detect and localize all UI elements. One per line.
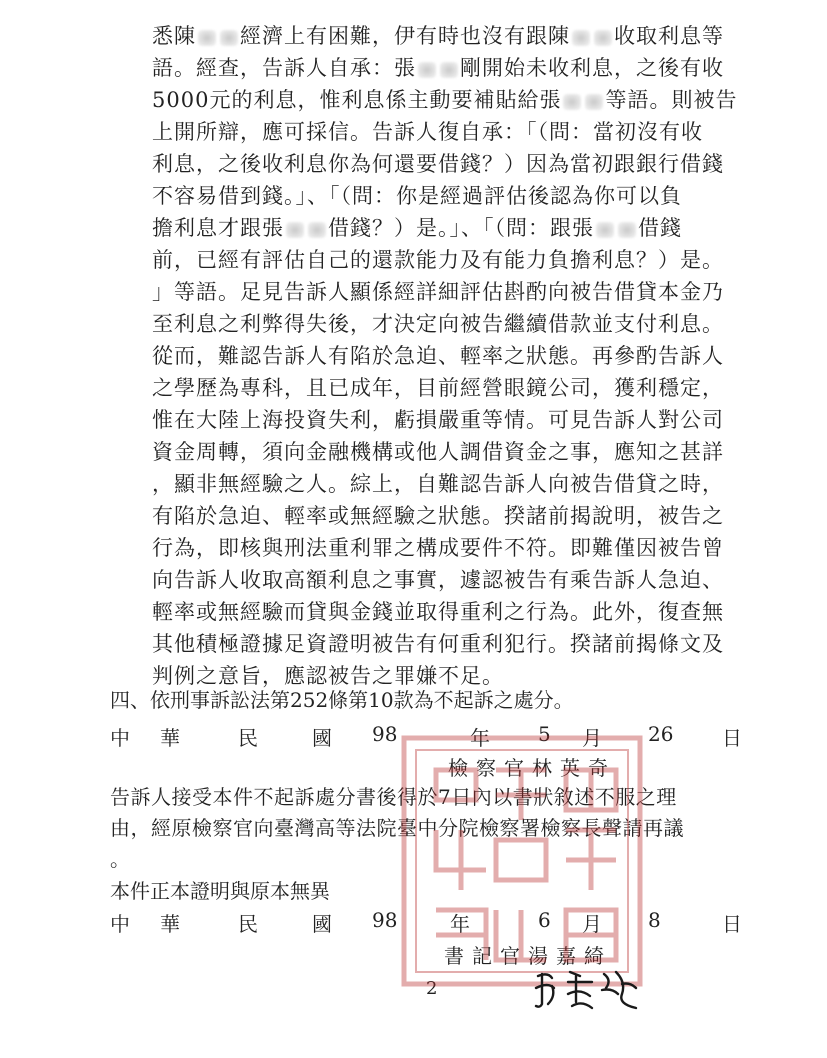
reasoning-paragraph: [152, 20, 752, 692]
text-segment: 不容易借到錢。」、「（問：你是經過評估後認為你可以負: [152, 184, 682, 208]
text-line: [152, 180, 752, 212]
text-line: [152, 244, 752, 276]
text-segment: 行為，即核與刑法重利罪之構成要件不符。即難僅因被告曾: [152, 536, 724, 560]
date-ri: 日: [722, 912, 742, 936]
text-line: [152, 52, 752, 84]
redacted-name: [618, 222, 636, 238]
date-yue: 月: [582, 726, 602, 750]
redacted-name: [585, 94, 603, 110]
date-min: 民: [238, 726, 258, 750]
date-guo: 國: [312, 912, 332, 936]
page-number: 2: [426, 978, 438, 999]
text-line: [152, 212, 752, 244]
text-segment: 從而，難認告訴人有陷於急迫、輕率之狀態。再參酌告訴人: [152, 344, 724, 368]
date-day: 26: [648, 722, 674, 746]
date-zhong: 中: [110, 726, 130, 750]
text-segment: 至利息之利弊得失後，才決定向被告繼續借款並支付利息。: [152, 312, 724, 336]
redacted-name: [563, 94, 581, 110]
redacted-name: [198, 30, 216, 46]
text-segment: 資金周轉，須向金融機構或他人調借資金之事，應知之甚詳: [152, 440, 724, 464]
date-guo: 國: [312, 726, 332, 750]
text-line: [152, 372, 752, 404]
redacted-name: [572, 30, 590, 46]
prosecutor-name: 檢察官林英奇: [448, 756, 616, 780]
text-segment: 其他積極證據足資證明被告有何重利犯行。揆諸前揭條文及: [152, 632, 724, 656]
redacted-name: [594, 30, 612, 46]
notice-line: 。: [110, 847, 131, 871]
text-segment: 借錢？）是。」、「（問：跟張: [328, 216, 594, 240]
text-segment: 經濟上有困難，伊有時也沒有跟陳: [240, 24, 570, 48]
date-nian: 年: [450, 912, 470, 936]
text-segment: 」等語。足見告訴人顯係經詳細評估斟酌向被告借貸本金乃: [152, 280, 724, 304]
text-segment: 之學歷為專科，且已成年，目前經營眼鏡公司，獲利穩定，: [152, 376, 724, 400]
text-line: [152, 436, 752, 468]
notice-line: 由，經原檢察官向臺灣高等法院臺中分院檢察署檢察長聲請再議: [110, 816, 684, 840]
date-nian: 年: [470, 726, 490, 750]
clerk-signature-icon: [532, 966, 642, 1012]
redacted-name: [308, 222, 326, 238]
text-segment: 上開所辯，應可採信。告訴人復自承：「（問：當初沒有收: [152, 120, 703, 144]
date-ri: 日: [722, 726, 742, 750]
date-min: 民: [238, 912, 258, 936]
text-segment: 向告訴人收取高額利息之事實，遽認被告有乘告訴人急迫、: [152, 568, 724, 592]
date-day: 8: [648, 908, 661, 932]
date-hua: 華: [160, 726, 180, 750]
notice-line: 告訴人接受本件不起訴處分書後得於7日內以書狀敘述不服之理: [110, 785, 677, 809]
text-segment: 擔利息才跟張: [152, 216, 284, 240]
text-segment: 借錢: [638, 216, 682, 240]
text-line: [152, 340, 752, 372]
date-year: 98: [372, 722, 398, 746]
text-line: [152, 404, 752, 436]
text-segment: 有陷於急迫、輕率或無經驗之狀態。揆諸前揭說明，被告之: [152, 504, 724, 528]
section-four: 四、依刑事訴訟法第252條第10款為不起訴之處分。: [110, 688, 574, 712]
redacted-name: [440, 62, 458, 78]
text-line: [152, 596, 752, 628]
date-hua: 華: [160, 912, 180, 936]
text-line: [152, 564, 752, 596]
redacted-name: [286, 222, 304, 238]
text-line: [152, 116, 752, 148]
official-seal-icon: [396, 730, 648, 992]
date-zhong: 中: [110, 912, 130, 936]
text-segment: ，顯非無經驗之人。綜上，自難認告訴人向被告借貸之時，: [152, 472, 724, 496]
text-segment: 判例之意旨，應認被告之罪嫌不足。: [152, 664, 504, 688]
text-line: [152, 84, 752, 116]
text-segment: 語。經查，告訴人自承：張: [152, 56, 416, 80]
date-month: 5: [538, 722, 551, 746]
text-line: [152, 20, 752, 52]
text-line: [152, 308, 752, 340]
text-segment: 收取利息等: [614, 24, 724, 48]
text-segment: 悉陳: [152, 24, 196, 48]
date-month: 6: [538, 908, 551, 932]
text-segment: 利息，之後收利息你為何還要借錢？）因為當初跟銀行借錢: [152, 152, 724, 176]
redacted-name: [596, 222, 614, 238]
text-line: [152, 468, 752, 500]
certification-line: 本件正本證明與原本無異: [110, 879, 330, 903]
text-line: [152, 628, 752, 660]
text-segment: 等語。則被告: [605, 88, 738, 112]
clerk-name: 書記官湯嘉綺: [444, 944, 612, 968]
text-segment: 輕率或無經驗而貸與金錢並取得重利之行為。此外，復查無: [152, 600, 724, 624]
text-line: [152, 500, 752, 532]
text-line: [152, 532, 752, 564]
redacted-name: [418, 62, 436, 78]
date-year: 98: [372, 908, 398, 932]
text-segment: 前，已經有評估自己的還款能力及有能力負擔利息？）是。: [152, 248, 724, 272]
date-yue: 月: [582, 912, 602, 936]
text-line: [152, 148, 752, 180]
redacted-name: [220, 30, 238, 46]
text-line: [152, 276, 752, 308]
text-segment: 惟在大陸上海投資失利，虧損嚴重等情。可見告訴人對公司: [152, 408, 724, 432]
text-segment: 5000元的利息，惟利息係主動要補貼給張: [152, 88, 562, 112]
text-segment: 剛開始未收利息，之後有收: [460, 56, 724, 80]
